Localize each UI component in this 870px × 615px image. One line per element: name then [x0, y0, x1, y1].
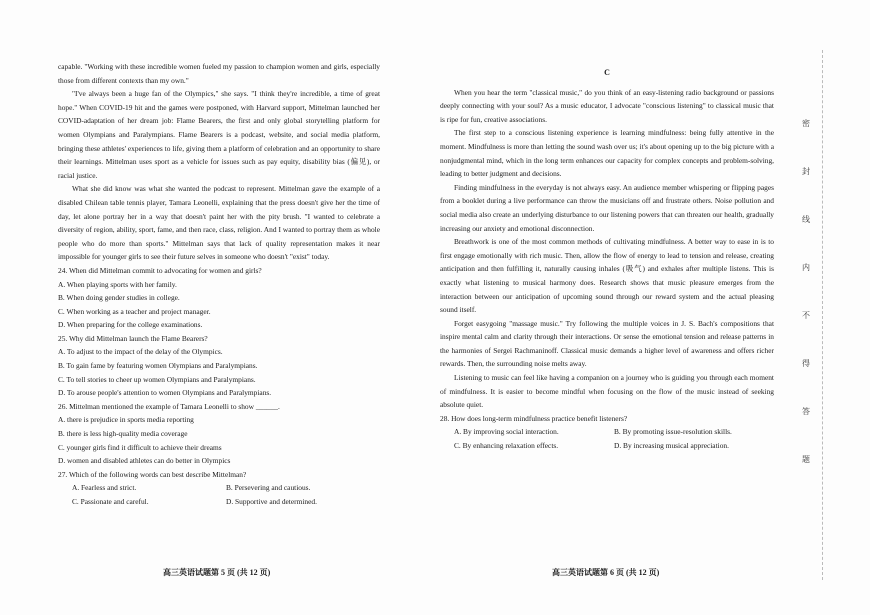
option-25c: C. To tell stories to cheer up women Olympians and Paralympians.: [58, 374, 256, 384]
option-28d: D. By increasing musical appreciation.: [614, 441, 729, 451]
option-28c: C. By enhancing relaxation effects.: [454, 441, 559, 451]
binding-char: 密: [802, 119, 810, 128]
binding-char: 封: [802, 167, 810, 176]
question-28: 28. How does long-term mindfulness practice benefit listeners?: [440, 413, 628, 423]
option-25a: A. To adjust to the impact of the delay of the Olympics.: [58, 347, 223, 357]
binding-char: 不: [802, 311, 810, 320]
binding-char: 内: [802, 263, 810, 272]
option-28a: A. By improving social interaction.: [454, 427, 559, 437]
option-27d: D. Supportive and determined.: [226, 497, 317, 506]
option-27a: A. Fearless and strict.: [72, 483, 137, 493]
passage-paragraph: When you hear the term "classical music," do you think of an easy-listening radio background or passions deeply connecting with your soul? As a music educator, I advocate "conscious listening" to classical music that is ripe for fun, creative associations.: [440, 87, 774, 124]
option-26c: C. younger girls find it difficult to achieve their dreams: [58, 442, 222, 452]
option-row: [72, 481, 380, 495]
page-footer-right: 高三英语试题第 6 页 (共 12 页): [552, 568, 660, 577]
option-24c: C. When working as a teacher and project manager.: [58, 306, 211, 316]
passage-paragraph: capable. "Working with these incredible women fueled my passion to champion women and girls, especially those from different contexts than my own.": [58, 62, 380, 85]
binding-char: 答: [802, 407, 810, 416]
page-footer-left: 高三英语试题第 5 页 (共 12 页): [163, 568, 271, 577]
passage-paragraph: Listening to music can feel like having a companion on a journey who is guiding you through each moment of mindfulness. It is easier to become mindful when focusing on the flow of the music instead of seeking absolute quiet.: [440, 373, 774, 410]
passage-paragraph: Finding mindfulness in the everyday is not always easy. An audience member whispering or flipping pages from a booklet during a live performance can throw the musicians off and frustrate others. Noise pollution and social media also create an underlying disturbance to our listening powers that can threaten our health, gradually increasing our anxiety and emotional disconnection.: [440, 182, 774, 233]
option-26b: B. there is less high-quality media coverage: [58, 429, 188, 439]
binding-char: 得: [802, 359, 810, 368]
option-27b: B. Persevering and cautious.: [226, 483, 311, 493]
option-row: [454, 439, 774, 453]
question-26: 26. Mittelman mentioned the example of Tamara Leonelli to show ______.: [58, 401, 280, 411]
option-row: [454, 425, 774, 439]
passage-paragraph: What she did know was what she wanted the podcast to represent. Mittelman gave the example of a disabled Chilean table tennis player, Tamara Leonelli, explaining that the press doesn't give her the time of day, let alone portray her in a way that doesn't paint her with the pity brush. "I wanted to celebrate a diversity of region, ability, sport, fame, and then race, class, religion. And I wanted to portray them as whole people who do more than sports." Mittelman says that lack of quality representation makes it near impossible for younger girls to see their future selves in someone who doesn't "exist" today.: [58, 184, 380, 262]
question-25: 25. Why did Mittelman launch the Flame Bearers?: [58, 333, 208, 343]
option-24b: B. When doing gender studies in college.: [58, 293, 180, 303]
option-26a: A. there is prejudice in sports media reporting: [58, 415, 194, 425]
option-24a: A. When playing sports with her family.: [58, 279, 177, 289]
question-24: 24. When did Mittelman commit to advocating for women and girls?: [58, 265, 262, 275]
question-27: 27. Which of the following words can best describe Mittelman?: [58, 469, 247, 479]
section-heading: C: [604, 68, 610, 77]
passage-paragraph: The first step to a conscious listening experience is learning mindfulness: being fully attentive in the moment. Mindfulness is more than letting the sound wash over us; it's about opening up to the big picture with a nonjudgmental mind, which in the long term enhances our capacity for complex concepts and problem-solving, leading to better judgment and decisions.: [440, 128, 774, 179]
option-row: [72, 495, 380, 509]
option-25d: D. To arouse people's attention to women Olympians and Paralympians.: [58, 388, 272, 398]
right-column: [440, 60, 774, 453]
option-26d: D. women and disabled athletes can do better in Olympics: [58, 456, 231, 466]
option-24d: D. When preparing for the college examinations.: [58, 320, 203, 330]
left-column: [58, 60, 380, 509]
option-27c: C. Passionate and careful.: [72, 497, 149, 506]
binding-margin-text: [800, 120, 812, 504]
binding-line: [822, 50, 823, 580]
binding-char: 题: [802, 455, 810, 464]
passage-paragraph: Breathwork is one of the most common methods of cultivating mindfulness. A better way to ease in is to first engage emotionally with rich music. Then, allow the flow of energy to lead to tension and release, creating anticipation and then fulfilling it, naturally causing inhales (吸气) and exhales after multiple listens. This is exactly what listening to musical harmony does. Research shows that music pleasure emerges from the interaction between our anticipation of upcoming sound through our reward system and the actual pleasing sound itself.: [440, 237, 774, 315]
binding-char: 线: [802, 215, 810, 224]
option-28b: B. By promoting issue-resolution skills.: [614, 427, 732, 437]
passage-paragraph: Forget easygoing "massage music." Try following the multiple voices in J. S. Bach's compositions that inspire mental calm and clarity through their interactions. Or sense the emotional tension and release patterns in the harmonies of Sergei Rachmaninoff. Classical music demands a higher level of awareness and offers richer rewards. Then, the surrounding noise melts away.: [440, 318, 774, 369]
option-25b: B. To gain fame by featuring women Olympians and Paralympians.: [58, 361, 258, 371]
passage-paragraph: "I've always been a huge fan of the Olympics," she says. "I think they're incredible, a time of great hope." When COVID-19 hit and the games were postponed, with Harvard support, Mittelman launched her COVID-adaptation of her dream job: Flame Bearers, the first and only global storytelling platform for women Olympians and Paralympians. Flame Bearers is a podcast, website, and social media platform, bringing these athletes' experiences to life, giving them a platform of celebration and an opportunity to share their learnings. Mittelman uses sport as a vehicle for issues such as pay equity, disability bias (偏见), or racial justice.: [58, 89, 380, 180]
